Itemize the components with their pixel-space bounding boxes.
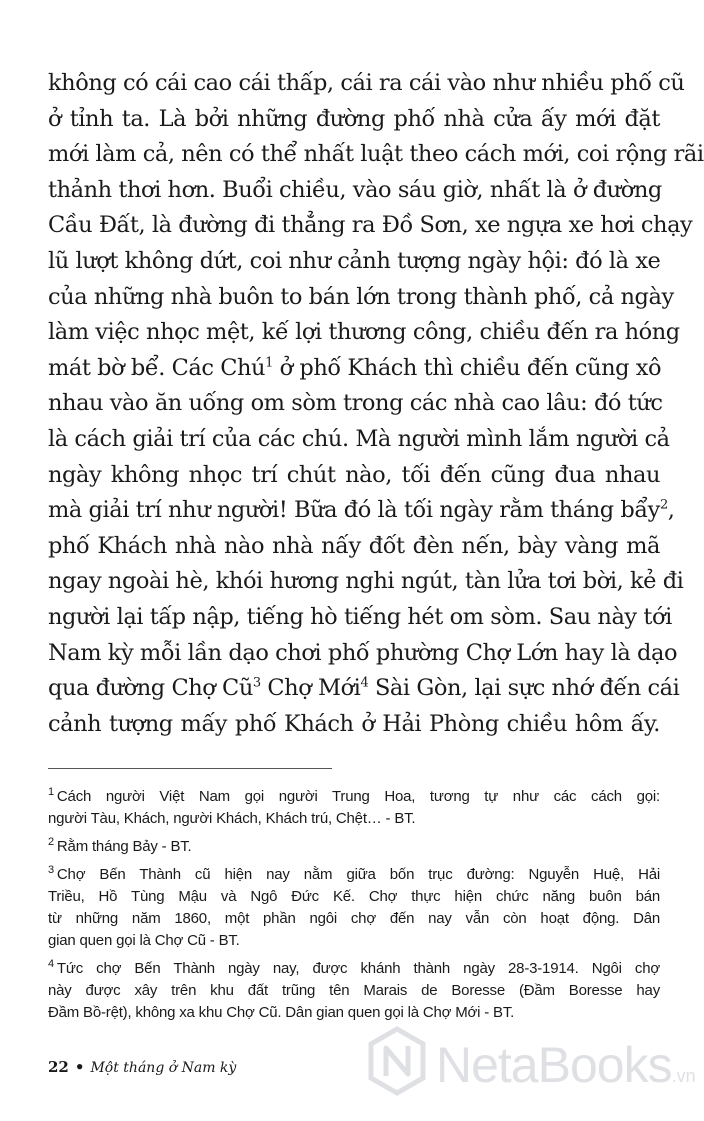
footnotes bbox=[48, 786, 660, 1030]
running-title: Một tháng ở Nam kỳ bbox=[90, 1060, 237, 1076]
body-line-part: qua đường Chợ Cũ bbox=[48, 675, 253, 702]
body-line: của những nhà buôn to bán lớn trong thành phố, cả ngày bbox=[48, 283, 674, 310]
footnote-number: 1 bbox=[48, 786, 54, 798]
footnote-text: Rằm tháng Bảy - BT. bbox=[56, 838, 192, 855]
footnote-line: Đầm Bồ-rệt), không xa khu Chợ Cũ. Dân gian quen gọi là Chợ Mới - BT. bbox=[48, 1004, 515, 1021]
body-line-part: mát bờ bể. Các Chú bbox=[48, 354, 266, 381]
body-text bbox=[48, 66, 704, 742]
body-line: ngay ngoài hè, khói hương nghi ngút, tàn lửa tơi bời, kẻ đi bbox=[48, 568, 684, 595]
footnote-3 bbox=[48, 864, 660, 952]
body-line: phố Khách nhà nào nhà nấy đốt đèn nến, bày vàng mã bbox=[48, 532, 660, 559]
footnote-line bbox=[48, 864, 660, 886]
body-line bbox=[48, 493, 675, 529]
footnote-line bbox=[48, 836, 660, 858]
netabooks-watermark bbox=[366, 1018, 696, 1102]
body-line: người lại tấp nập, tiếng hò tiếng hét om sòm. Sau này tới bbox=[48, 603, 672, 630]
footer-separator: • bbox=[74, 1058, 85, 1076]
body-line: nhau vào ăn uống om sòm trong các nhà cao lâu: đó tức bbox=[48, 390, 663, 417]
body-line: mới làm cả, nên có thể nhất luật theo cách mới, coi rộng rãi bbox=[48, 141, 704, 168]
body-line: không có cái cao cái thấp, cái ra cái vào như nhiều phố cũ bbox=[48, 70, 685, 96]
footnote-2 bbox=[48, 836, 660, 858]
body-line: cảnh tượng mấy phố Khách ở Hải Phòng chiều hôm ấy. bbox=[48, 710, 660, 737]
body-line: ở tỉnh ta. Là bởi những đường phố nhà cửa ấy mới đặt bbox=[48, 105, 660, 132]
footnote-line: Triều, Hồ Tùng Mậu và Ngô Đức Kế. Chợ thực hiện chức năng buôn bán bbox=[48, 888, 660, 905]
footnote-number: 3 bbox=[48, 864, 54, 876]
body-line bbox=[48, 671, 680, 707]
body-line: lũ lượt không dứt, coi như cảnh tượng ngày hội: đó là xe bbox=[48, 247, 661, 274]
body-line: thảnh thơi hơn. Buổi chiều, vào sáu giờ, nhất là ở đường bbox=[48, 176, 662, 203]
body-line-part: mà giải trí như người! Bữa đó là tối ngày rằm tháng bẩy bbox=[48, 497, 660, 524]
footnote-ref-2[interactable]: 2 bbox=[659, 497, 668, 513]
watermark-text: NetaBooks.vn bbox=[436, 1037, 696, 1093]
netabooks-logo-icon bbox=[366, 1026, 428, 1096]
comma: , bbox=[667, 497, 675, 524]
body-line-part: ở phố Khách thì chiều đến cũng xô bbox=[279, 354, 662, 381]
footnote-text: Chợ Bến Thành cũ hiện nay nằm giữa bốn trục đường: Nguyễn Huệ, Hải bbox=[56, 866, 660, 883]
body-line: ngày không nhọc trí chút nào, tối đến cũng đua nhau bbox=[48, 461, 660, 488]
page-number: 22 bbox=[48, 1058, 69, 1076]
footnote-ref-3[interactable]: 3 bbox=[252, 675, 261, 691]
footnote-text: Cách người Việt Nam gọi người Trung Hoa, tương tự như các cách gọi: bbox=[56, 788, 660, 805]
footnote-text: Tức chợ Bến Thành ngày nay, được khánh thành ngày 28-3-1914. Ngôi chợ bbox=[56, 960, 660, 977]
footnote-line: này được xây trên khu đất trũng tên Marais de Boresse (Đầm Boresse hay bbox=[48, 982, 660, 999]
footnote-line: từ những năm 1860, một phần ngôi chợ đến nay vẫn còn hoạt động. Dân bbox=[48, 910, 660, 927]
footnote-ref-4[interactable]: 4 bbox=[360, 675, 369, 691]
footnote-number: 2 bbox=[48, 836, 54, 848]
page-footer bbox=[48, 1058, 236, 1076]
footnote-line bbox=[48, 958, 660, 980]
body-line: Cầu Đất, là đường đi thẳng ra Đồ Sơn, xe ngựa xe hơi chạy bbox=[48, 212, 693, 239]
footnote-line bbox=[48, 786, 660, 808]
footnote-1 bbox=[48, 786, 660, 830]
body-line: làm việc nhọc mệt, kế lợi thương công, chiều đến ra hóng bbox=[48, 319, 680, 346]
footnote-line: người Tàu, Khách, người Khách, Khách trú, Chệt… - BT. bbox=[48, 810, 416, 827]
body-line bbox=[48, 351, 660, 387]
footnote-number: 4 bbox=[48, 958, 54, 970]
body-line: Nam kỳ mỗi lần dạo chơi phố phường Chợ Lớn hay là dạo bbox=[48, 639, 678, 666]
body-line-part: Chợ Mới bbox=[267, 675, 361, 702]
body-line: là cách giải trí của các chú. Mà người mình lắm người cả bbox=[48, 425, 670, 452]
footnote-ref-1[interactable]: 1 bbox=[265, 355, 273, 371]
body-line-part: Sài Gòn, lại sực nhớ đến cái bbox=[374, 675, 680, 702]
footnote-divider bbox=[48, 768, 332, 769]
footnote-4 bbox=[48, 958, 660, 1024]
footnote-line: gian quen gọi là Chợ Cũ - BT. bbox=[48, 932, 240, 949]
